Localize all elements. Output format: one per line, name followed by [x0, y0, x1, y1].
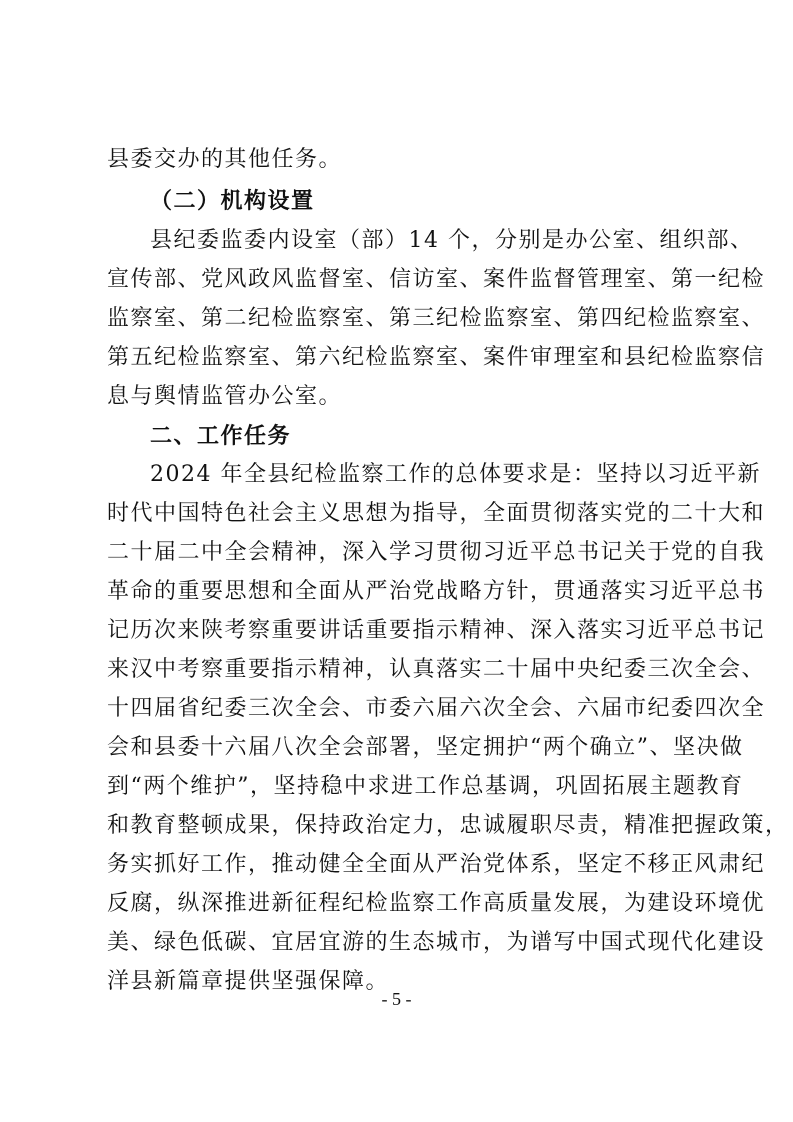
paragraph-line: 和教育整顿成果，保持政治定力，忠诚履职尽责，精准把握政策，	[107, 813, 789, 838]
paragraph-line: 务实抓好工作，推动健全全面从严治党体系，坚定不移正风肃纪	[107, 852, 766, 877]
paragraph-line: 十四届省纪委三次全会、市委六届六次全会、六届市纪委四次全	[107, 696, 766, 721]
page-number: - 5 -	[381, 989, 412, 1009]
paragraph-line: 来汉中考察重要指示精神，认真落实二十届中央纪委三次全会、	[107, 657, 766, 682]
paragraph-line: 二十届二中全会精神，深入学习贯彻习近平总书记关于党的自我	[107, 540, 766, 565]
paragraph-line: 洋县新篇章提供坚强保障。	[107, 969, 390, 994]
paragraph-line: 息与舆情监管办公室。	[107, 384, 343, 409]
paragraph-line: 反腐，纵深推进新征程纪检监察工作高质量发展，为建设环境优	[107, 891, 766, 916]
section-heading: （二）机构设置	[150, 188, 315, 214]
paragraph-line: 革命的重要思想和全面从严治党战略方针，贯通落实习近平总书	[107, 579, 766, 604]
paragraph-line: 会和县委十六届八次全会部署，坚定拥护“两个确立”、坚决做	[107, 735, 744, 760]
paragraph-line: 第五纪检监察室、第六纪检监察室、案件审理室和县纪检监察信	[107, 345, 766, 370]
paragraph-line: 监察室、第二纪检监察室、第三纪检监察室、第四纪检监察室、	[107, 306, 766, 331]
paragraph-line: 宣传部、党风政风监督室、信访室、案件监督管理室、第一纪检	[107, 267, 766, 292]
paragraph-line: 2024 年全县纪检监察工作的总体要求是：坚持以习近平新	[150, 462, 761, 487]
part-heading: 二、工作任务	[150, 423, 292, 449]
continuation-line: 县委交办的其他任务。	[107, 147, 343, 172]
paragraph-line: 美、绿色低碳、宜居宜游的生态城市，为谱写中国式现代化建设	[107, 930, 766, 955]
paragraph-line: 县纪委监委内设室（部）14 个，分别是办公室、组织部、	[150, 228, 754, 253]
paragraph-line: 到“两个维护”，坚持稳中求进工作总基调，巩固拓展主题教育	[107, 774, 744, 799]
paragraph-line: 时代中国特色社会主义思想为指导，全面贯彻落实党的二十大和	[107, 501, 766, 526]
paragraph-line: 记历次来陕考察重要讲话重要指示精神、深入落实习近平总书记	[107, 618, 766, 643]
